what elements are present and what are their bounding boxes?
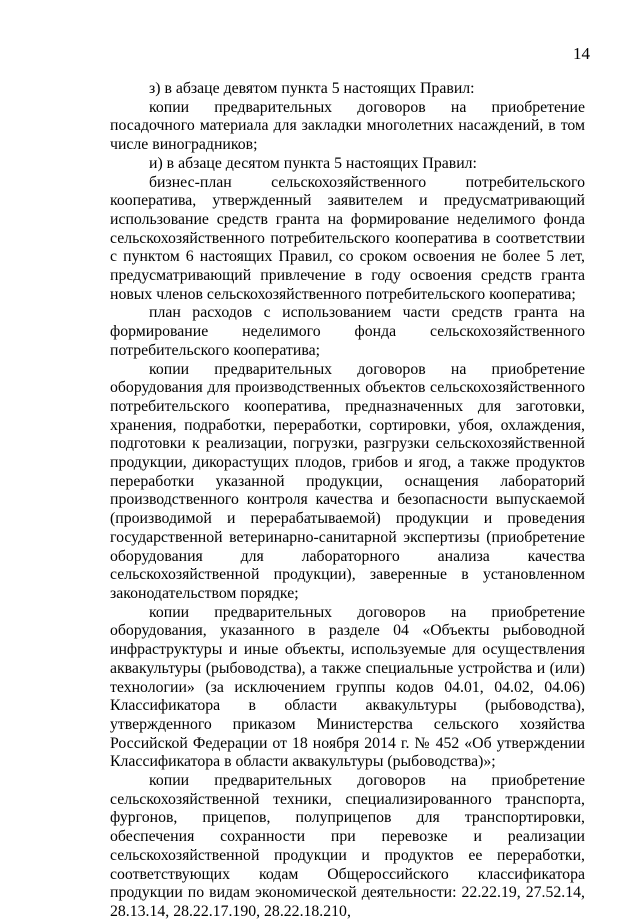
paragraph-equipment-contracts: копии предварительных договоров на приобретение оборудования для производственных объектов сельскохозяйственного потребительского кооператива, предназначенных для заготовки, хранения, подработки, переработки, сортировки, убоя, охлаждения, подготовки к реализации, погрузки, разгрузки сельскохозяйственной продукции, дикорастущих плодов, грибов и ягод, а также продуктов переработки указанной продукции, оснащения лабораторий производственного контроля качества и безопасности выпускаемой (производимой и перерабатываемой) продукции и проведения государственной ветеринарно-санитарной экспертизы (приобретение оборудования для лабораторного анализа качества сельскохозяйственной продукции), заверенные в установленном законодательством порядке; bbox=[110, 360, 585, 602]
paragraph-seedling-contracts: копии предварительных договоров на приобретение посадочного материала для закладки многолетних насаждений, в том числе виноградников; bbox=[110, 98, 585, 154]
paragraph-aquaculture-contracts: копии предварительных договоров на приобретение оборудования, указанного в разделе 04 «Объекты рыбоводной инфраструктуры и иные объекты, используемые для осуществления аквакультуры (рыбоводства), а также специальные устройства и (или) технологии» (за исключением группы кодов 04.01, 04.02, 04.06) Классификатора в области аквакультуры (рыбоводства), утвержденного приказом Министерства сельского хозяйства Российской Федерации от 18 ноября 2014 г. № 452 «Об утверждении Классификатора в области аквакультуры (рыбоводства)»; bbox=[110, 603, 585, 771]
paragraph-item-i: и) в абзаце десятом пункта 5 настоящих Правил: bbox=[149, 154, 477, 172]
paragraph-item-z: з) в абзаце девятом пункта 5 настоящих Правил: bbox=[149, 80, 475, 97]
document-body bbox=[110, 80, 585, 922]
paragraph-machinery-contracts: копии предварительных договоров на приобретение сельскохозяйственной техники, специализированного транспорта, фургонов, прицепов, полуприцепов для транспортировки, обеспечения сохранности при перевозке и реализации сельскохозяйственной продукции и продуктов ее переработки, соответствующих кодам Общероссийского классификатора продукции по видам экономической деятельности: 22.22.19, 27.52.14, 28.13.14, 28.22.17.190, 28.22.18.210, bbox=[110, 772, 585, 920]
page-number: 14 bbox=[573, 44, 590, 63]
paragraph-expense-plan: план расходов с использованием части средств гранта на формирование неделимого фонда сельскохозяйственного потребительского кооператива; bbox=[110, 304, 585, 359]
paragraph-business-plan: бизнес-план сельскохозяйственного потребительского кооператива, утвержденный заявителем и предусматривающий использование средств гранта на формирование неделимого фонда сельскохозяйственного потребительского кооператива в соответствии с пунктом 6 настоящих Правил, со сроком освоения не более 5 лет, предусматривающий привлечение в году освоения средств гранта новых членов сельскохозяйственного потребительского кооператива; bbox=[110, 173, 585, 303]
